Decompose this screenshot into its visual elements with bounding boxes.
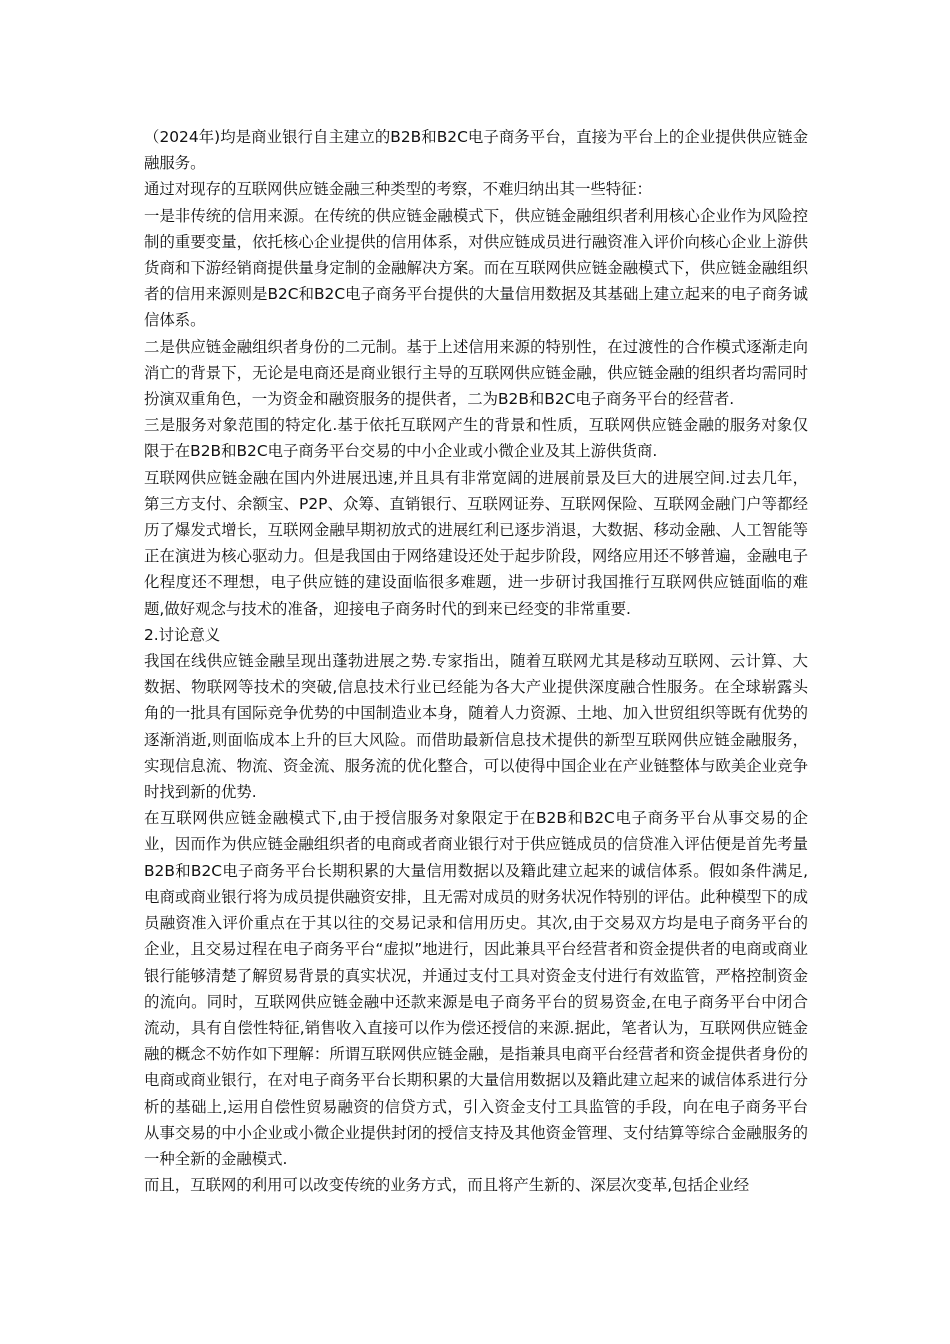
paragraph-feature-two: 二是供应链金融组织者身份的二元制。基于上述信用来源的特别性，在过渡性的合作模式逐渐走向消亡的背景下，无论是电商还是商业银行主导的互联网供应链金融，供应链金融的组织者均需同时扮演双重角色，一为资金和融资服务的提供者，二为B2B和B2C电子商务平台的经营者. [144,337,808,409]
paragraph-significance: 我国在线供应链金融呈现出蓬勃进展之势.专家指出，随着互联网尤其是移动互联网、云计算、大数据、物联网等技术的突破,信息技术行业已经能为各大产业提供深度融合性服务。在全球崭露头角的一批具有国际竞争优势的中国制造业本身，随着人力资源、土地、加入世贸组织等既有优势的逐渐消逝,则面临成本上升的巨大风险。而借助最新信息技术提供的新型互联网供应链金融服务，实现信息流、物流、资金流、服务流的优化整合，可以使得中国企业在产业链整体与欧美企业竞争时找到新的优势. [144,652,808,802]
paragraph-model-analysis: 在互联网供应链金融模式下,由于授信服务对象限定于在B2B和B2C电子商务平台从事交易的企业，因而作为供应链金融组织者的电商或者商业银行对于供应链成员的信贷准入评估便是首先考量B2B和B2C电子商务平台长期积累的大量信用数据以及籍此建立起来的诚信体系。假如条件满足,电商或商业银行将为成员提供融资安排，且无需对成员的财务状况作特别的评估。此种模型下的成员融资准入评价重点在于其以往的交易记录和信用历史。其次,由于交易双方均是电子商务平台的企业，且交易过程在电子商务平台“虚拟”地进行，因此兼具平台经营者和资金提供者的电商或商业银行能够清楚了解贸易背景的真实状况，并通过支付工具对资金支付进行有效监管，严格控制资金的流向。同时，互联网供应链金融中还款来源是电子商务平台的贸易资金,在电子商务平台中闭合流动，具有自偿性特征,销售收入直接可以作为偿还授信的来源.据此，笔者认为，互联网供应链金融的概念不妨作如下理解：所谓互联网供应链金融，是指兼具电商平台经营者和资金提供者身份的电商或商业银行，在对电子商务平台长期积累的大量信用数据以及籍此建立起来的诚信体系进行分析的基础上,运用自偿性贸易融资的信贷方式，引入资金支付工具监管的手段，向在电子商务平台从事交易的中小企业或小微企业提供封闭的授信支持及其他资金管理、支付结算等综合金融服务的一种全新的金融模式. [144,809,808,1168]
document-page [144,124,808,1198]
paragraph-features-intro: 通过对现存的互联网供应链金融三种类型的考察，不难归纳出其一些特征： [144,180,652,199]
section-heading: 2.讨论意义 [144,625,221,644]
paragraph-feature-three: 三是服务对象范围的特定化.基于依托互联网产生的背景和性质，互联网供应链金融的服务对象仅限于在B2B和B2C电子商务平台交易的中小企业或小微企业及其上游供货商. [144,416,808,461]
paragraph-development: 互联网供应链金融在国内外进展迅速,并且具有非常宽阔的进展前景及巨大的进展空间.过去几年，第三方支付、余额宝、P2P、众筹、直销银行、互联网证券、互联网保险、互联网金融门户等都经历了爆发式增长，互联网金融早期初放式的进展红利已逐步消退，大数据、移动金融、人工智能等正在演进为核心驱动力。但是我国由于网络建设还处于起步阶段，网络应用还不够普遍，金融电子化程度还不理想，电子供应链的建设面临很多难题，进一步研讨我国推行互联网供应链面临的难题,做好观念与技术的准备，迎接电子商务时代的到来已经变的非常重要. [144,468,808,618]
paragraph-intro-continuation: （2024年)均是商业银行自主建立的B2B和B2C电子商务平台，直接为平台上的企业提供供应链金融服务。 [144,128,808,173]
paragraph-closing-fragment: 而且，互联网的利用可以改变传统的业务方式，而且将产生新的、深层次变革,包括企业经 [144,1176,750,1195]
paragraph-feature-one: 一是非传统的信用来源。在传统的供应链金融模式下，供应链金融组织者利用核心企业作为风险控制的重要变量，依托核心企业提供的信用体系，对供应链成员进行融资准入评价向核心企业上游供货商和下游经销商提供量身定制的金融解决方案。而在互联网供应链金融模式下，供应链金融组织者的信用来源则是B2C和B2C电子商务平台提供的大量信用数据及其基础上建立起来的电子商务诚信体系。 [144,206,808,330]
